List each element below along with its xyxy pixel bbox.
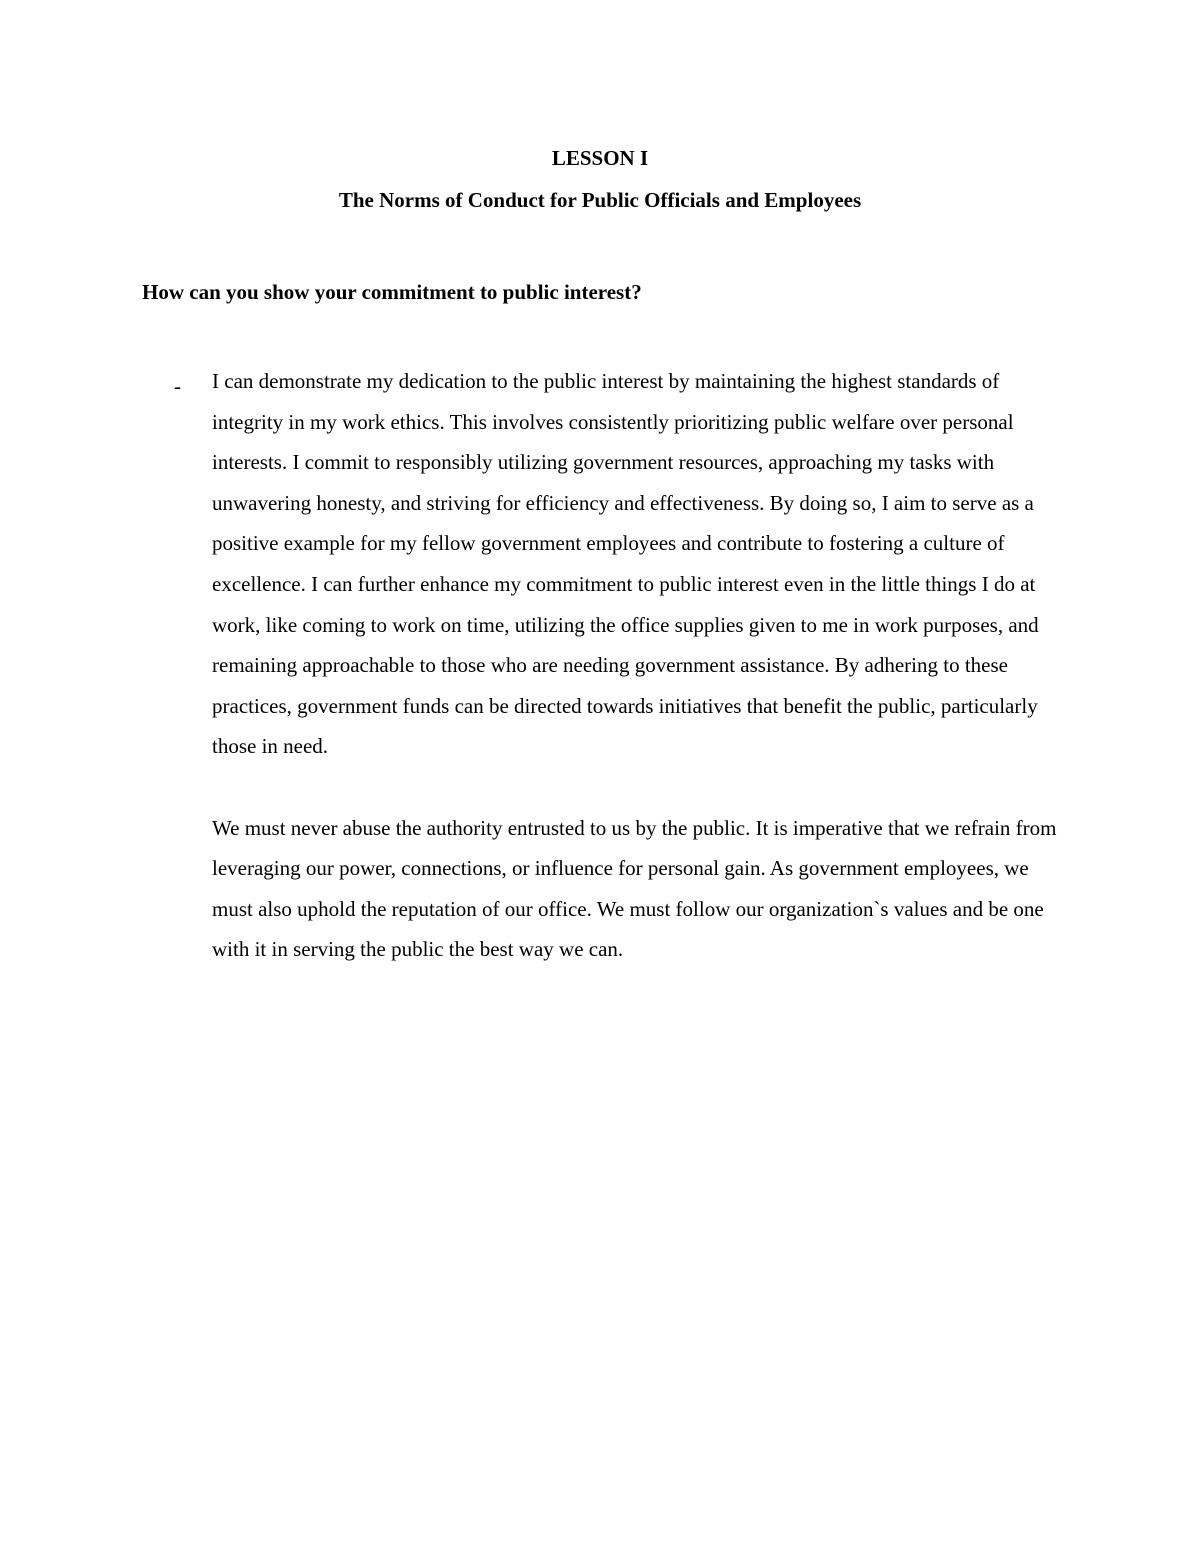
answer-paragraph: We must never abuse the authority entrusted to us by the public. It is imperative that we refrain from leveraging our power, connections, or influence for personal gain. As government employees, we must also uphold the reputation of our office. We must follow our organization`s values and be one with it in serving the public the best way we can. <box>212 815 1057 962</box>
answer-block <box>212 361 1062 970</box>
lesson-label: LESSON I <box>551 146 649 170</box>
paragraph-spacer <box>212 767 1062 808</box>
answer-paragraph: I can demonstrate my dedication to the public interest by maintaining the highest standards of integrity in my work ethics. This involves consistently prioritizing public welfare over personal interests. I commit to responsibly utilizing government resources, approaching my tasks with unwavering honesty, and striving for efficiency and effectiveness. By doing so, I aim to serve as a positive example for my fellow government employees and contribute to fostering a culture of excellence. I can further enhance my commitment to public interest even in the little things I do at work, like coming to work on time, utilizing the office supplies given to me in work purposes, and remaining approachable to those who are needing government assistance. By adhering to these practices, government funds can be directed towards initiatives that benefit the public, particularly those in need. <box>212 369 1039 759</box>
bullet-marker: - <box>174 374 181 398</box>
question-heading: How can you show your commitment to public interest? <box>142 280 642 304</box>
lesson-title: The Norms of Conduct for Public Officials and Employees <box>338 188 862 212</box>
